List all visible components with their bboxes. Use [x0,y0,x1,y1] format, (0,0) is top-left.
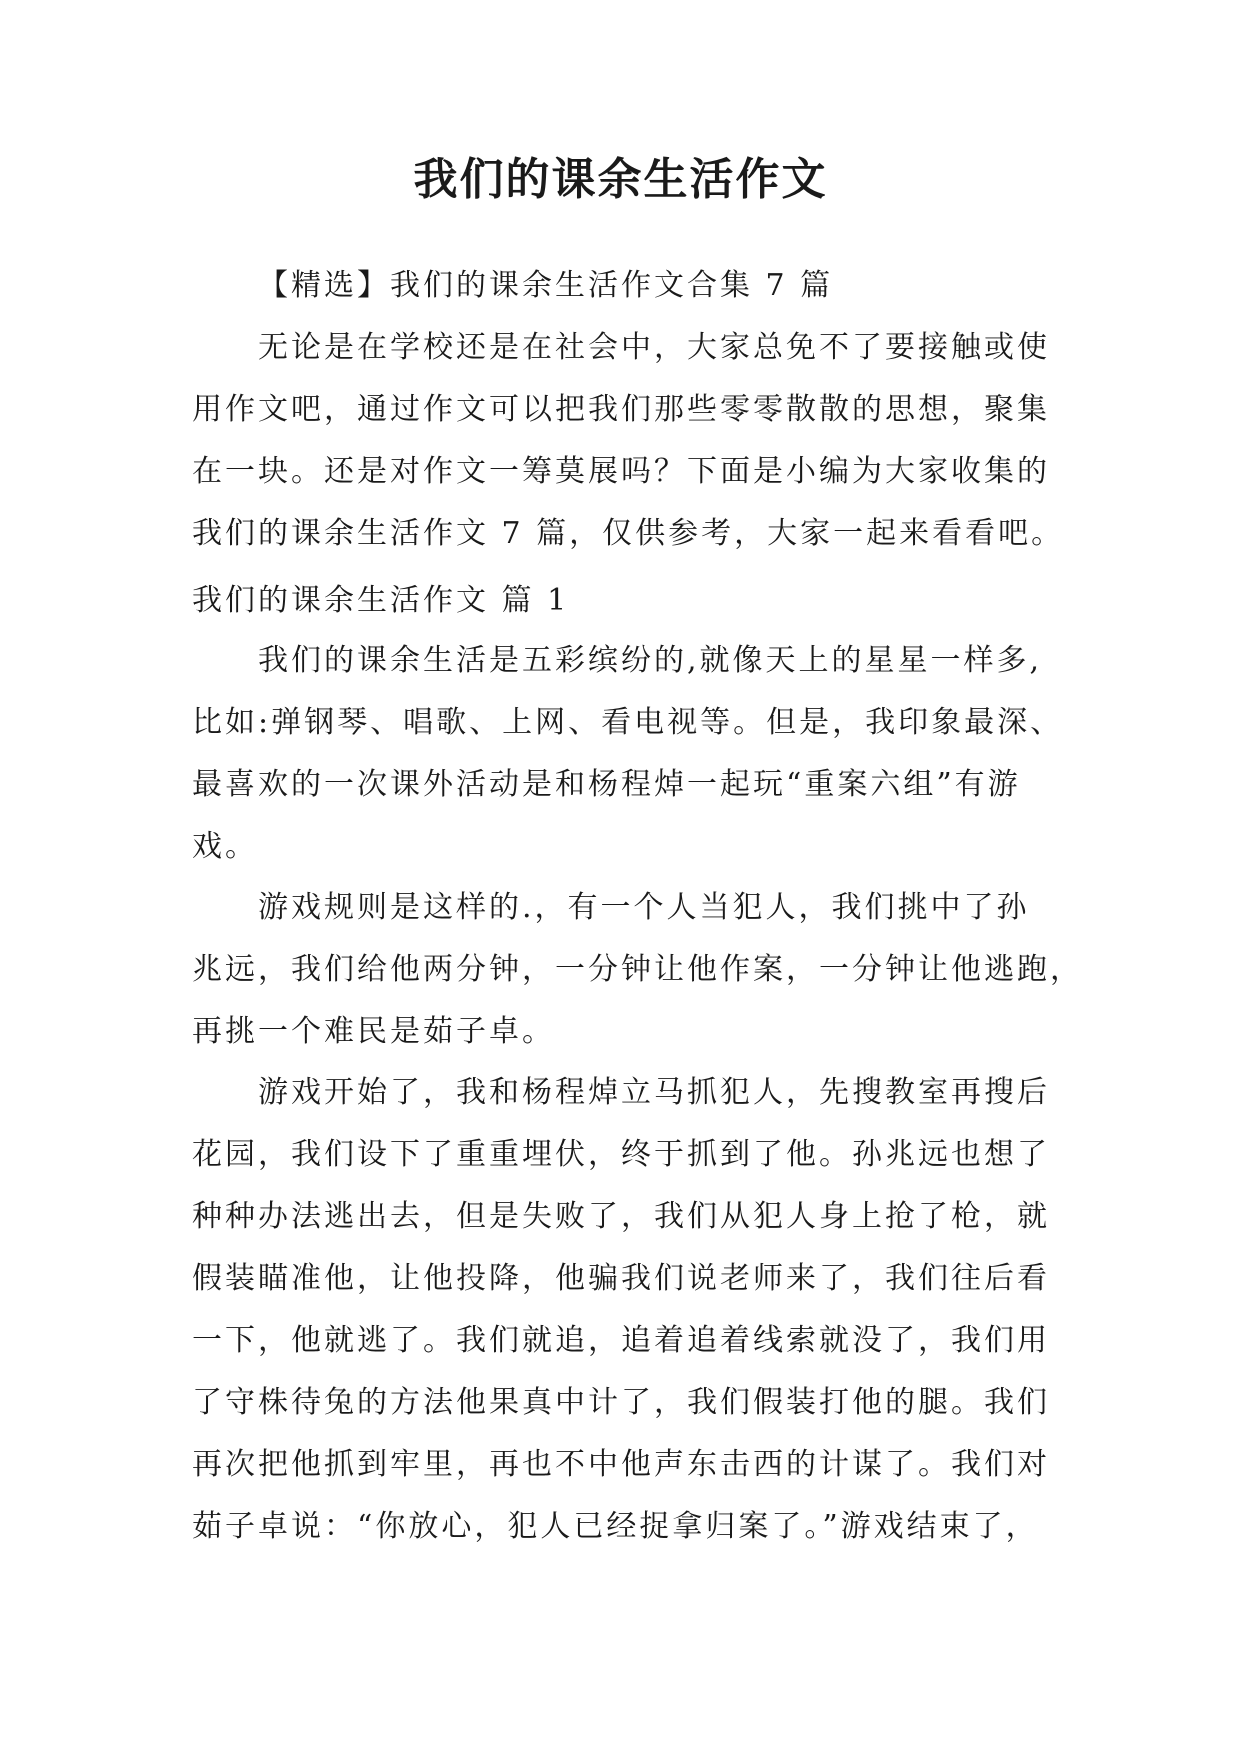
intro-line: 用作文吧，通过作文可以把我们那些零零散散的思想，聚集 [192,392,1050,427]
paragraph-line: 我们的课余生活是五彩缤纷的,就像天上的星星一样多, [258,643,1043,678]
intro-line: 在一块。还是对作文一筹莫展吗？下面是小编为大家收集的 [192,454,1050,489]
paragraph-line: 再次把他抓到牢里，再也不中他声东击西的计谋了。我们对 [192,1447,1050,1482]
intro-line: 我们的课余生活作文 7 篇，仅供参考，大家一起来看看吧。 [192,516,1065,551]
paragraph-line: 假装瞄准他，让他投降，他骗我们说老师来了，我们往后看 [192,1261,1050,1296]
paragraph-line: 游戏开始了，我和杨程焯立马抓犯人，先搜教室再搜后 [258,1075,1050,1110]
intro-line: 无论是在学校还是在社会中，大家总免不了要接触或使 [258,330,1050,365]
paragraph-line: 一下，他就逃了。我们就追，追着追着线索就没了，我们用 [192,1323,1050,1358]
paragraph-line: 花园，我们设下了重重埋伏，终于抓到了他。孙兆远也想了 [192,1137,1050,1172]
paragraph-line: 了守株待兔的方法他果真中计了，我们假装打他的腿。我们 [192,1385,1050,1420]
paragraph-1 [192,630,1062,878]
paragraph-line: 再挑一个难民是茹子卓。 [192,1014,555,1049]
document-subtitle [192,255,1128,317]
section-heading-text: 我们的课余生活作文 篇 1 [192,583,570,618]
document-title: 我们的课余生活作文 [413,154,828,205]
paragraph-line: 种种办法逃出去，但是失败了，我们从犯人身上抢了枪，就 [192,1199,1050,1234]
paragraph-line: 兆远，我们给他两分钟，一分钟让他作案，一分钟让他逃跑， [192,952,1083,987]
intro-paragraph [192,317,1065,565]
paragraph-2 [192,877,1083,1063]
paragraph-line: 最喜欢的一次课外活动是和杨程焯一起玩“重案六组”有游 [192,767,1021,802]
paragraph-line: 比如:弹钢琴、唱歌、上网、看电视等。但是，我印象最深、 [192,705,1064,740]
paragraph-line: 茹子卓说：“你放心，犯人已经捉拿归案了。”游戏结束了， [192,1509,1039,1544]
subtitle-line: 【精选】我们的课余生活作文合集 7 篇 [258,268,834,303]
paragraph-line: 游戏规则是这样的.，有一个人当犯人，我们挑中了孙 [258,890,1030,925]
paragraph-line: 戏。 [192,829,258,864]
paragraph-3 [192,1062,1062,1558]
section-heading [192,570,1062,632]
